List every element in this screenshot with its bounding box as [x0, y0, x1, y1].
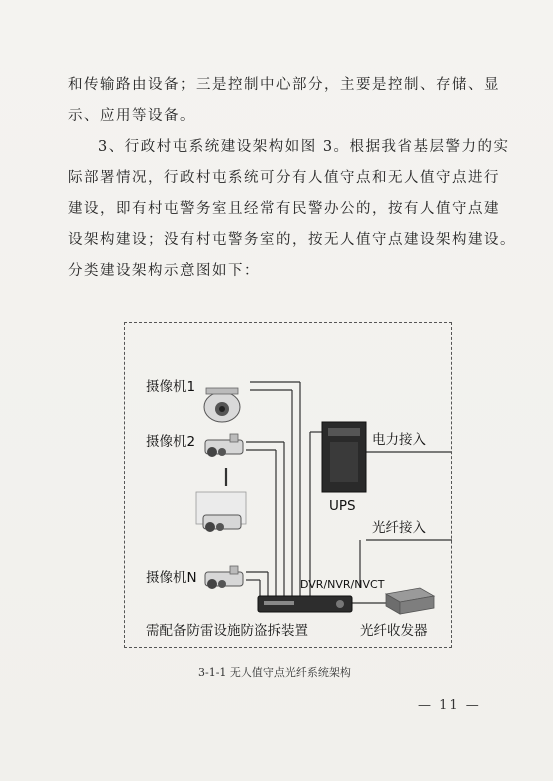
lightning-note-label: 需配备防雷设施防盗拆装置	[146, 623, 308, 639]
figure-caption: 3-1-1 无人值守点光纤系统架构	[198, 666, 351, 679]
power-in-label: 电力接入	[372, 432, 426, 448]
transceiver-label: 光纤收发器	[360, 623, 428, 639]
diagram-frame	[124, 322, 452, 648]
fiber-in-label: 光纤接入	[372, 520, 426, 536]
recorder-label: DVR/NVR/NVCT	[300, 578, 385, 591]
text-line: 设架构建设；没有村屯警务室的，按无人值守点建设架构建设。	[68, 232, 516, 248]
text-line: 际部署情况，行政村屯系统可分有人值守点和无人值守点进行	[68, 170, 500, 186]
text-line: 3、行政村屯系统建设架构如图 3。根据我省基层警力的实	[98, 139, 510, 155]
text-line: 分类建设架构示意图如下：	[68, 263, 260, 279]
text-line: 建设，即有村屯警务室且经常有民警办公的，按有人值守点建	[68, 201, 500, 217]
camera-1-label: 摄像机1	[146, 379, 196, 395]
camera-2-label: 摄像机2	[146, 434, 196, 450]
text-line: 示、应用等设备。	[68, 108, 196, 124]
page-number: — 11 —	[418, 698, 481, 713]
camera-n-label: 摄像机N	[146, 570, 197, 586]
ups-label: UPS	[329, 498, 356, 514]
text-line: 和传输路由设备；三是控制中心部分，主要是控制、存储、显	[68, 77, 500, 93]
